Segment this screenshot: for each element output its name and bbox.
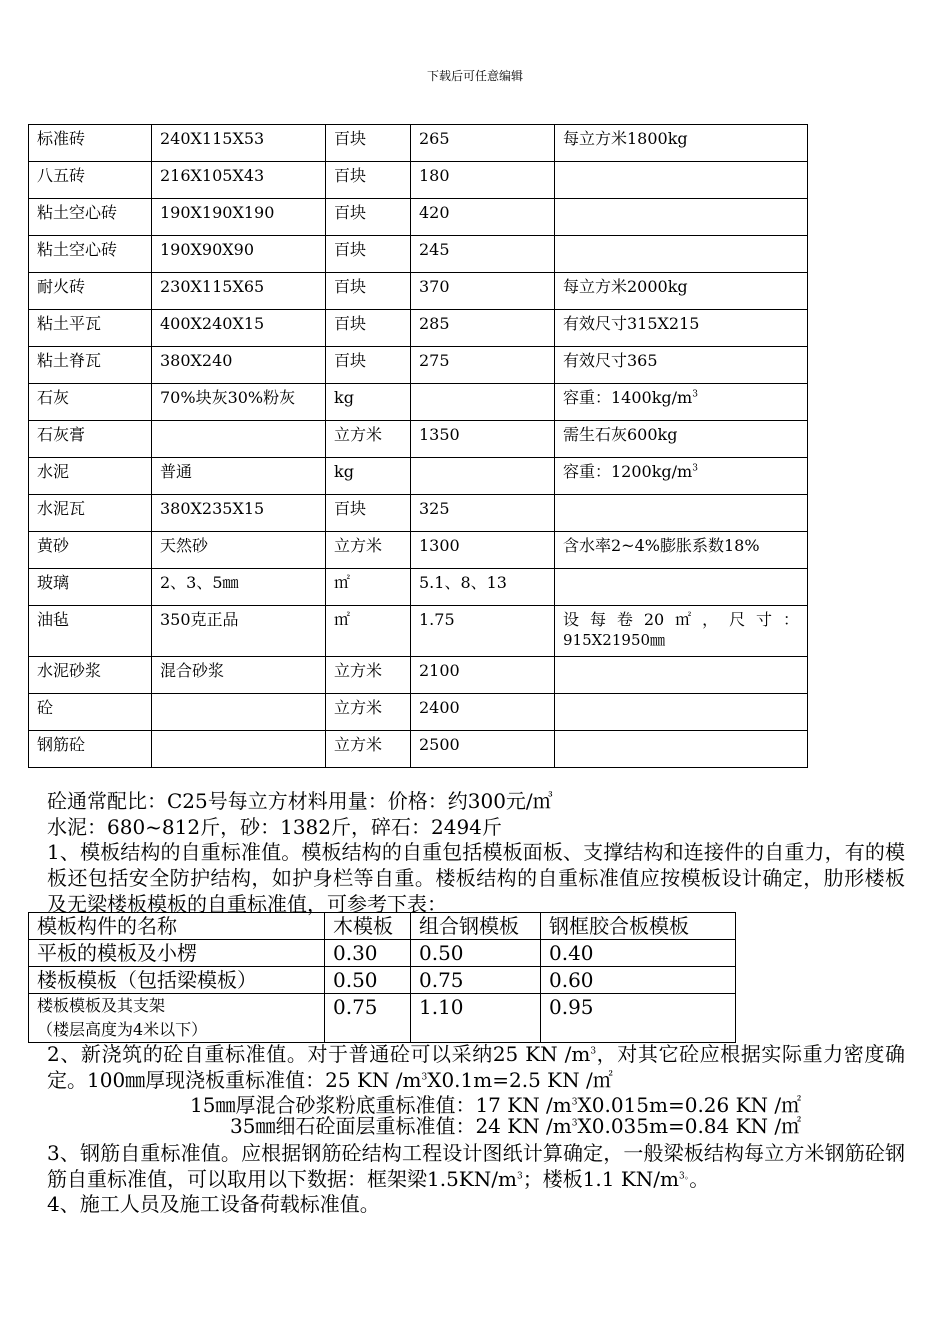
material-remark-cell	[555, 694, 808, 731]
material-value-cell: 275	[411, 347, 555, 384]
paragraph-3: 3、钢筋自重标准值。应根据钢筋砼结构工程设计图纸计算确定，一般梁板结构每立方米钢筋砼钢筋自重标准值，可以取用以下数据：框架梁$1.5KN/m^3$；楼板1.1 $KN/m^{3。}$。	[47, 1141, 905, 1191]
material-name-cell: 标准砖	[29, 125, 152, 162]
material-remark-cell: 容重：$1200kg/m^3$	[555, 458, 808, 495]
material-remark-cell: 每立方米1800kg	[555, 125, 808, 162]
material-name-cell: 粘土空心砖	[29, 236, 152, 273]
material-remark-cell	[555, 495, 808, 532]
material-row	[29, 199, 808, 236]
material-remark-cell	[555, 657, 808, 694]
material-spec-cell: 230X115X65	[152, 273, 326, 310]
material-value-cell: 5.1、8、13	[411, 569, 555, 606]
material-unit-cell: 百块	[326, 273, 411, 310]
material-unit-cell: 百块	[326, 347, 411, 384]
material-row	[29, 532, 808, 569]
material-unit-cell: 百块	[326, 310, 411, 347]
material-value-cell: 1.75	[411, 606, 555, 657]
formwork-cell-name	[29, 994, 325, 1043]
formwork-cell-steel: 1.10	[411, 994, 541, 1043]
mix-line-2: 水泥：680~812斤，砂：1382斤，碎石：2494斤	[47, 815, 502, 839]
material-name-cell: 石灰	[29, 384, 152, 421]
material-unit-cell: 百块	[326, 199, 411, 236]
material-name-cell: 黄砂	[29, 532, 152, 569]
formwork-cell-steel: 0.75	[411, 967, 541, 994]
material-value-cell: 2400	[411, 694, 555, 731]
material-remark-cell: 每立方米2000kg	[555, 273, 808, 310]
mix-line-1: 砼通常配比：C25号每立方材料用量：价格：约300元/㎥	[47, 789, 553, 813]
material-row	[29, 384, 808, 421]
material-value-cell	[411, 458, 555, 495]
material-row	[29, 495, 808, 532]
material-spec-cell: 240X115X53	[152, 125, 326, 162]
material-row	[29, 421, 808, 458]
material-value-cell: 420	[411, 199, 555, 236]
material-value-cell: 180	[411, 162, 555, 199]
material-name-cell: 油毡	[29, 606, 152, 657]
formwork-table	[28, 912, 736, 1043]
material-remark-cell: 含水率2~4%膨胀系数18%	[555, 532, 808, 569]
formwork-cell-name: 楼板模板（包括梁模板）	[29, 967, 325, 994]
material-value-cell: 1350	[411, 421, 555, 458]
formwork-header-steel: 组合钢模板	[411, 913, 541, 940]
material-name-cell: 水泥砂浆	[29, 657, 152, 694]
formwork-cell-wood: 0.30	[325, 940, 411, 967]
material-value-cell: 1300	[411, 532, 555, 569]
material-value-cell	[411, 384, 555, 421]
material-value-cell: 2100	[411, 657, 555, 694]
material-spec-cell: 380X235X15	[152, 495, 326, 532]
formwork-cell-wood: 0.50	[325, 967, 411, 994]
material-unit-cell: 立方米	[326, 421, 411, 458]
line-sand-weight: 15㎜厚混合砂浆粉底重标准值：17 KN $/m^3X0.015m=0.26$ KN /㎡	[190, 1093, 802, 1117]
material-spec-cell: 普通	[152, 458, 326, 495]
material-spec-cell: 2、3、5㎜	[152, 569, 326, 606]
paragraph-1: 1、模板结构的自重标准值。模板结构的自重包括模板面板、支撑结构和连接件的自重力，有的模板还包括安全防护结构，如护身栏等自重。楼板结构的自重标准值应按模板设计确定，肋形楼板及无梁楼板模板的自重标准值，可参考下表：	[47, 840, 905, 916]
material-unit-cell: 百块	[326, 162, 411, 199]
material-spec-cell: 380X240	[152, 347, 326, 384]
material-value-cell: 370	[411, 273, 555, 310]
material-spec-cell	[152, 421, 326, 458]
material-unit-cell: 百块	[326, 236, 411, 273]
material-value-cell: 285	[411, 310, 555, 347]
formwork-header-name: 模板构件的名称	[29, 913, 325, 940]
material-name-cell: 玻璃	[29, 569, 152, 606]
material-unit-cell: 立方米	[326, 731, 411, 768]
material-spec-cell: 190X90X90	[152, 236, 326, 273]
material-unit-cell: 立方米	[326, 532, 411, 569]
material-row	[29, 236, 808, 273]
paragraph-4: 4、施工人员及施工设备荷载标准值。	[47, 1192, 380, 1216]
formwork-row	[29, 994, 736, 1043]
formwork-row	[29, 967, 736, 994]
material-row	[29, 347, 808, 384]
material-remark-cell: 需生石灰600kg	[555, 421, 808, 458]
materials-table	[28, 124, 808, 768]
material-unit-cell: kg	[326, 384, 411, 421]
material-spec-cell	[152, 694, 326, 731]
formwork-cell-frame: 0.60	[541, 967, 736, 994]
material-spec-cell: 70%块灰30%粉灰	[152, 384, 326, 421]
material-unit-cell: ㎡	[326, 569, 411, 606]
material-name-cell: 耐火砖	[29, 273, 152, 310]
material-remark-cell	[555, 162, 808, 199]
formwork-row	[29, 940, 736, 967]
formwork-cell-name: 平板的模板及小楞	[29, 940, 325, 967]
paragraph-2: 2、新浇筑的砼自重标准值。对于普通砼可以采纳25 KN $/m^3$，对其它砼应根据实际重力密度确定。100㎜厚现浇板重标准值：25 KN $/m^3X0.1m=2.5$ KN /㎡	[47, 1042, 905, 1092]
formwork-cell-frame: 0.95	[541, 994, 736, 1043]
material-unit-cell: 百块	[326, 495, 411, 532]
material-row	[29, 694, 808, 731]
material-name-cell: 钢筋砼	[29, 731, 152, 768]
material-name-cell: 八五砖	[29, 162, 152, 199]
material-remark-cell	[555, 199, 808, 236]
material-row	[29, 657, 808, 694]
formwork-header-row	[29, 913, 736, 940]
formwork-cell-name-line2: （楼层高度为4米以下）	[37, 1020, 208, 1039]
material-remark-cell	[555, 236, 808, 273]
material-name-cell: 粘土平瓦	[29, 310, 152, 347]
material-row	[29, 162, 808, 199]
material-value-cell: 265	[411, 125, 555, 162]
material-spec-cell: 天然砂	[152, 532, 326, 569]
material-spec-cell: 350克正品	[152, 606, 326, 657]
material-row	[29, 125, 808, 162]
material-row	[29, 731, 808, 768]
material-spec-cell: 混合砂浆	[152, 657, 326, 694]
formwork-cell-frame: 0.40	[541, 940, 736, 967]
material-unit-cell: ㎡	[326, 606, 411, 657]
material-unit-cell: kg	[326, 458, 411, 495]
line-stone-weight: 35㎜细石砼面层重标准值：24 KN $/m^3X0.035m=0.84$ KN /㎡	[230, 1114, 802, 1138]
material-row	[29, 273, 808, 310]
material-remark-cell	[555, 731, 808, 768]
material-unit-cell: 立方米	[326, 657, 411, 694]
material-remark-cell: 容重：$1400kg/m^3$	[555, 384, 808, 421]
header-note: 下载后可任意编辑	[426, 69, 523, 83]
material-name-cell: 水泥	[29, 458, 152, 495]
material-value-cell: 245	[411, 236, 555, 273]
material-row	[29, 569, 808, 606]
material-name-cell: 石灰膏	[29, 421, 152, 458]
material-name-cell: 砼	[29, 694, 152, 731]
material-row	[29, 606, 808, 657]
material-name-cell: 粘土空心砖	[29, 199, 152, 236]
material-remark-cell: 设每卷20㎡，尺寸： 915X21950㎜	[555, 606, 808, 657]
formwork-cell-steel: 0.50	[411, 940, 541, 967]
formwork-cell-name-line1: 楼板模板及其支架	[37, 996, 166, 1015]
material-spec-cell: 400X240X15	[152, 310, 326, 347]
material-row	[29, 458, 808, 495]
material-value-cell: 2500	[411, 731, 555, 768]
material-unit-cell: 百块	[326, 125, 411, 162]
material-value-cell: 325	[411, 495, 555, 532]
material-remark-cell: 有效尺寸365	[555, 347, 808, 384]
material-spec-cell	[152, 731, 326, 768]
formwork-header-frame: 钢框胶合板模板	[541, 913, 736, 940]
material-unit-cell: 立方米	[326, 694, 411, 731]
material-name-cell: 粘土脊瓦	[29, 347, 152, 384]
material-spec-cell: 190X190X190	[152, 199, 326, 236]
material-name-cell: 水泥瓦	[29, 495, 152, 532]
material-remark-cell	[555, 569, 808, 606]
material-spec-cell: 216X105X43	[152, 162, 326, 199]
formwork-cell-wood: 0.75	[325, 994, 411, 1043]
material-row	[29, 310, 808, 347]
material-remark-cell: 有效尺寸315X215	[555, 310, 808, 347]
formwork-header-wood: 木模板	[325, 913, 411, 940]
